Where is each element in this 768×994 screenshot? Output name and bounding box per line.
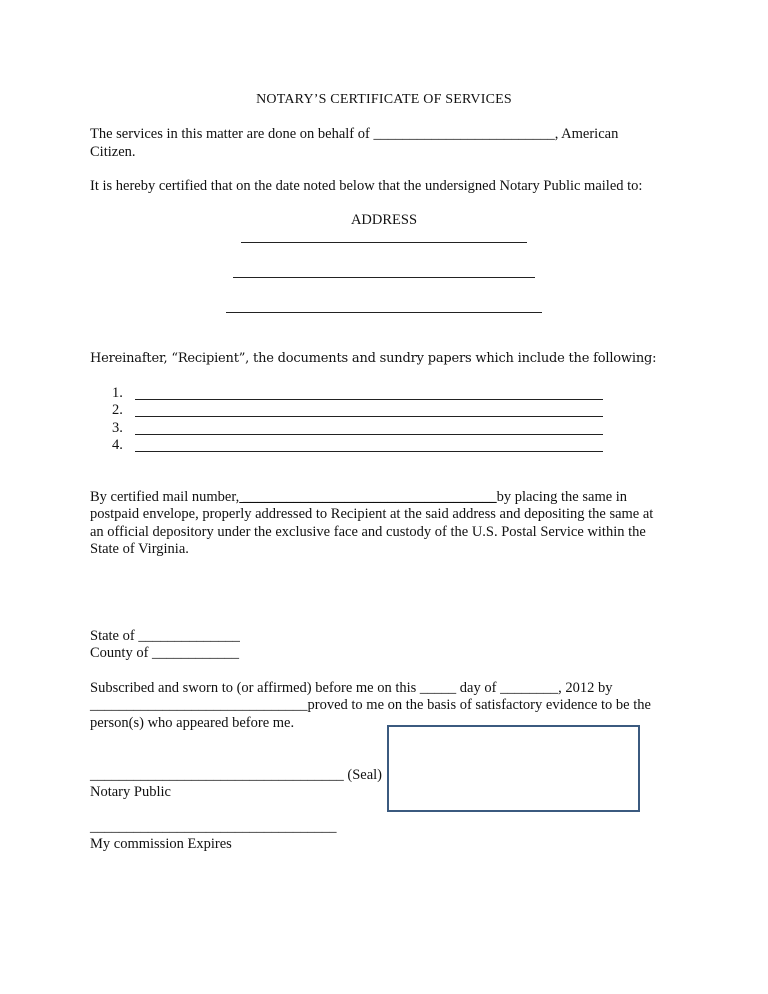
certified-statement: It is hereby certified that on the date noted below that the undersigned Notary Public mailed to: — [90, 178, 643, 194]
certified-mail-line-1 — [90, 489, 627, 507]
list-item-line — [135, 451, 603, 452]
list-item-number: 1. — [112, 385, 123, 401]
certified-mail-continuation: by placing the same in — [496, 489, 628, 505]
commission-expires-label: My commission Expires — [90, 836, 232, 852]
list-item-line — [135, 416, 603, 417]
address-line-3 — [226, 312, 542, 313]
certified-mail-label: By certified mail number, — [90, 489, 240, 505]
address-line-2 — [233, 277, 535, 278]
sworn-line-1: Subscribed and sworn to (or affirmed) before me on this _____ day of ________, 2012 by — [90, 680, 613, 696]
address-label: ADDRESS — [350, 212, 418, 228]
certified-mail-line-3: an official depository under the exclusive face and custody of the U.S. Postal Service within the — [90, 524, 646, 540]
commission-line: __________________________________ — [90, 819, 337, 835]
seal-box — [387, 725, 640, 812]
certified-mail-line-2: postpaid envelope, properly addressed to Recipient at the said address and depositing the same at — [90, 506, 654, 522]
list-item-number: 4. — [112, 437, 123, 453]
list-item-line — [135, 399, 603, 400]
certified-mail-number-blank: ___________________________________ — [239, 489, 497, 505]
certified-mail-line-4: State of Virginia. — [90, 541, 189, 557]
notary-public-label: Notary Public — [90, 784, 171, 800]
sworn-line-3: person(s) who appeared before me. — [90, 715, 295, 731]
notary-signature-line: ___________________________________ (Seal) — [90, 767, 382, 783]
list-item-number: 2. — [112, 402, 123, 418]
address-line-1 — [241, 242, 527, 243]
hereinafter-statement: Hereinafter, “Recipient”, the documents and sundry papers which include the following: — [90, 351, 657, 366]
list-item-line — [135, 434, 603, 435]
state-field: State of ______________ — [90, 628, 240, 644]
sworn-line-2: ______________________________proved to me on the basis of satisfactory evidence to be the — [90, 697, 651, 713]
list-item-number: 3. — [112, 420, 123, 436]
on-behalf-line-2: Citizen. — [90, 144, 136, 160]
document-title: NOTARY’S CERTIFICATE OF SERVICES — [256, 92, 512, 107]
on-behalf-line-1: The services in this matter are done on behalf of _________________________, American — [90, 126, 619, 142]
county-field: County of ____________ — [90, 645, 240, 661]
